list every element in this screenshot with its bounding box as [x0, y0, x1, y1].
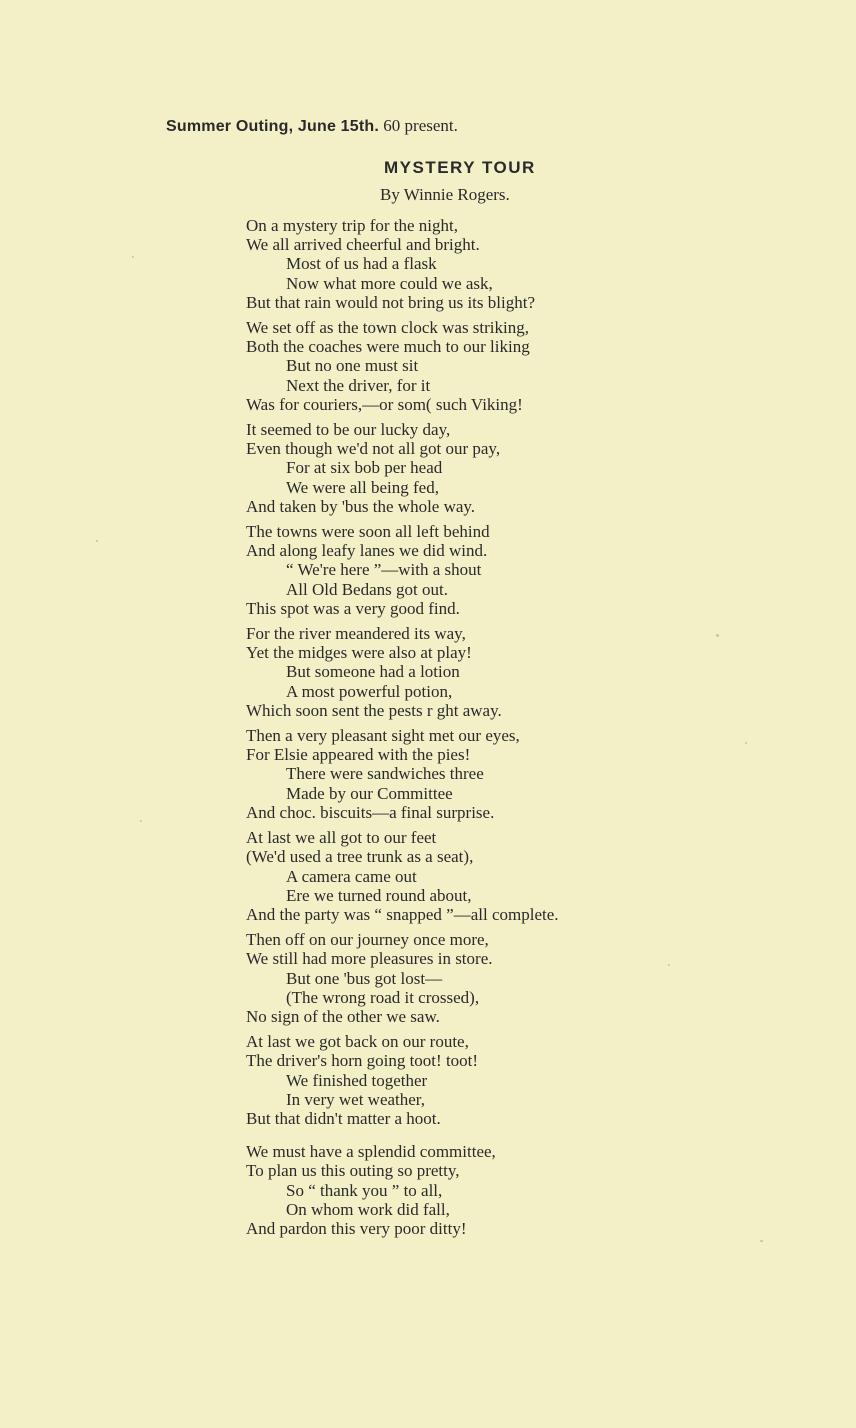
paper-speck [140, 820, 142, 822]
poem-line: On whom work did fall, [286, 1199, 450, 1219]
poem-line: So “ thank you ” to all, [286, 1180, 443, 1200]
poem-line: And pardon this very poor ditty! [246, 1218, 467, 1238]
poem-line: All Old Bedans got out. [286, 579, 448, 599]
paper-speck [745, 742, 747, 744]
poem-title: MYSTERY TOUR [384, 158, 536, 177]
outing-heading [166, 116, 458, 136]
event-name: Summer Outing, June 15th. [166, 118, 380, 135]
poem-line: There were sandwiches three [286, 764, 484, 784]
poem-line: “ We're here ”—with a shout [286, 560, 482, 580]
poem-line: No sign of the other we saw. [246, 1006, 440, 1026]
poem-line: It seemed to be our lucky day, [246, 420, 451, 440]
poem-line: And taken by 'bus the whole way. [246, 496, 476, 516]
stanza-9 [246, 1032, 846, 1128]
poem-body [246, 216, 846, 1244]
poem-line: Now what more could we ask, [286, 273, 493, 293]
poem-line: This spot was a very good find. [246, 598, 460, 618]
poem-author: By Winnie Rogers. [380, 185, 510, 204]
poem-line: We must have a splendid committee, [246, 1142, 496, 1162]
poem-line: But one 'bus got lost— [286, 968, 443, 988]
poem-line: Even though we'd not all got our pay, [246, 439, 501, 459]
stanza-5 [246, 624, 846, 720]
poem-line: We set off as the town clock was striking, [246, 318, 530, 338]
poem-line: At last we got back on our route, [246, 1032, 469, 1052]
poem-line: At last we all got to our feet [246, 828, 437, 848]
poem-line: A most powerful potion, [286, 681, 453, 701]
poem-line: For the river meandered its way, [246, 624, 466, 644]
stanza-1 [246, 216, 846, 312]
stanza-2 [246, 318, 846, 414]
poem-line: For Elsie appeared with the pies! [246, 745, 471, 765]
poem-line: To plan us this outing so pretty, [246, 1161, 460, 1181]
poem-line: Next the driver, for it [286, 375, 431, 395]
poem-line: The towns were soon all left behind [246, 522, 490, 542]
poem-line: A camera came out [286, 866, 417, 886]
poem-line: And choc. biscuits—a final surprise. [246, 802, 495, 822]
poem-line: Yet the midges were also at play! [246, 643, 472, 663]
poem-line: And the party was “ snapped ”—all complete. [246, 904, 559, 924]
poem-line: But someone had a lotion [286, 662, 460, 682]
poem-line: Ere we turned round about, [286, 885, 472, 905]
poem-line: The driver's horn going toot! toot! [246, 1051, 479, 1071]
poem-line: For at six bob per head [286, 458, 443, 478]
stanza-7 [246, 828, 846, 924]
poem-line: (The wrong road it crossed), [286, 987, 480, 1007]
poem-line: And along leafy lanes we did wind. [246, 541, 488, 561]
paper-speck [668, 964, 670, 966]
paper-speck [96, 540, 98, 542]
stanza-10 [246, 1142, 846, 1238]
poem-line: In very wet weather, [286, 1089, 426, 1109]
poem-line: Then off on our journey once more, [246, 930, 489, 950]
poem-line: Which soon sent the pests r ght away. [246, 700, 502, 720]
poem-line: Was for couriers,—or som( such Viking! [246, 394, 523, 414]
poem-line: We all arrived cheerful and bright. [246, 235, 480, 255]
poem-line: On a mystery trip for the night, [246, 216, 458, 235]
poem-line: But that rain would not bring us its blight? [246, 292, 535, 312]
paper-speck [760, 1240, 763, 1242]
poem-line: But that didn't matter a hoot. [246, 1108, 441, 1128]
poem-line: We still had more pleasures in store. [246, 949, 493, 969]
poem-line: Both the coaches were much to our liking [246, 337, 530, 357]
poem-line: But no one must sit [286, 356, 419, 376]
paper-speck [716, 634, 719, 637]
stanza-8 [246, 930, 846, 1026]
paper-speck [132, 256, 134, 258]
poem-line: Most of us had a flask [286, 254, 437, 274]
stanza-4 [246, 522, 846, 618]
poem-line: (We'd used a tree trunk as a seat), [246, 847, 474, 867]
stanza-3 [246, 420, 846, 516]
attendance-count: 60 present. [383, 116, 458, 135]
poem-line: Made by our Committee [286, 783, 453, 803]
poem-line: Then a very pleasant sight met our eyes, [246, 726, 520, 746]
stanza-6 [246, 726, 846, 822]
poem-line: We were all being fed, [286, 477, 439, 497]
poem-line: We finished together [286, 1070, 428, 1090]
